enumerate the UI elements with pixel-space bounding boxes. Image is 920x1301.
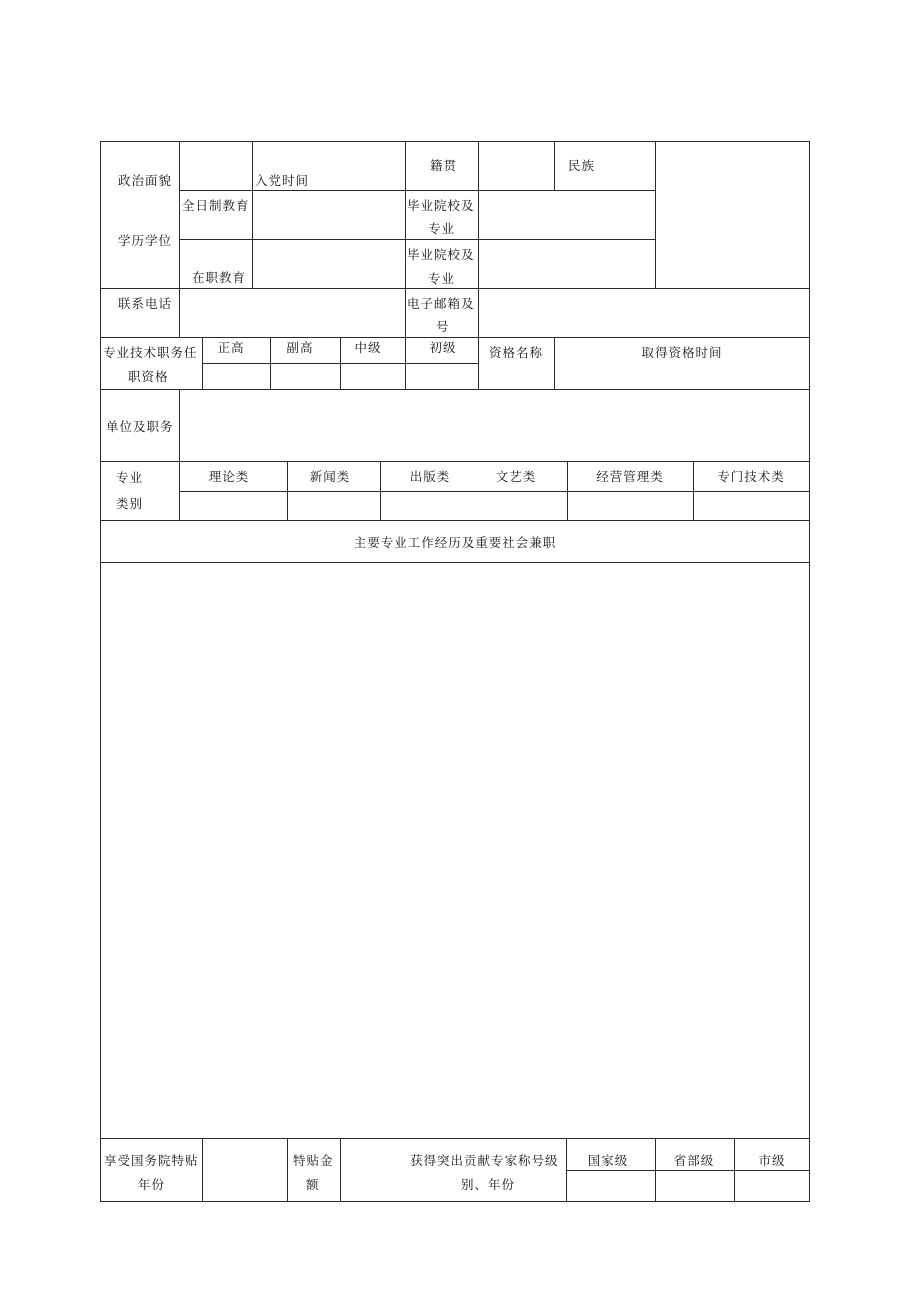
cat-news-field[interactable] — [288, 492, 380, 520]
phone-field[interactable] — [180, 289, 405, 337]
label-award-city: 市级 — [758, 1153, 786, 1168]
label-cat-publishing: 出版类 — [409, 469, 451, 484]
col-line — [478, 337, 479, 389]
award-city-field[interactable] — [735, 1171, 809, 1201]
level-junior-field[interactable] — [406, 364, 478, 389]
col-line — [554, 337, 555, 389]
col-line — [287, 1138, 288, 1201]
label-tech-title-line1: 专业技术职务任 — [103, 345, 198, 360]
label-native-place: 籍贯 — [430, 158, 458, 173]
label-allowance-line2: 额 — [306, 1177, 320, 1192]
label-level-intermediate: 中级 — [354, 340, 382, 355]
fulltime-degree-field[interactable] — [253, 191, 405, 239]
label-allowance-line1: 特贴金 — [293, 1153, 334, 1168]
row-line — [100, 520, 810, 521]
label-level-senior: 正高 — [217, 340, 245, 355]
label-email-line1: 电子邮箱及 — [407, 296, 475, 311]
label-qualification-date: 取得资格时间 — [641, 345, 723, 360]
political-status-field[interactable] — [180, 142, 252, 190]
label-category-line2: 类别 — [116, 496, 144, 511]
cat-management-field[interactable] — [568, 492, 693, 520]
border-bottom — [100, 1201, 810, 1202]
label-state-council-line1: 享受国务院特贴 — [104, 1153, 199, 1168]
native-place-field[interactable] — [479, 142, 554, 190]
party-join-date-field[interactable] — [253, 142, 405, 166]
level-senior-field[interactable] — [203, 364, 270, 389]
inservice-school-field[interactable] — [479, 240, 655, 288]
label-cat-technical: 专门技术类 — [717, 469, 785, 484]
allowance-amount-field[interactable] — [341, 1139, 401, 1201]
cat-publishing-arts-field[interactable] — [381, 492, 567, 520]
work-history-field[interactable] — [101, 563, 809, 1138]
cat-theory-field[interactable] — [180, 492, 287, 520]
label-level-junior: 初级 — [429, 340, 457, 355]
label-grad-school-line1: 毕业院校及 — [407, 198, 475, 213]
label-state-council-line2: 年份 — [138, 1177, 166, 1192]
label-education-degree: 学历学位 — [118, 233, 173, 248]
label-category-line1: 专业 — [116, 470, 144, 485]
label-grad-school-line1-b: 毕业院校及 — [407, 247, 475, 262]
col-line — [405, 141, 406, 337]
label-unit-position: 单位及职务 — [106, 419, 174, 434]
label-award-provincial: 省部级 — [673, 1153, 715, 1168]
inservice-degree-field[interactable] — [253, 240, 405, 288]
email-field[interactable] — [479, 289, 809, 337]
label-qualification-name: 资格名称 — [489, 345, 544, 360]
label-inservice-education: 在职教育 — [192, 270, 247, 285]
label-expert-title-line2: 别、年份 — [461, 1177, 516, 1192]
label-cat-news: 新闻类 — [309, 469, 351, 484]
level-vice-senior-field[interactable] — [271, 364, 340, 389]
label-party-join-date: 入党时间 — [255, 173, 310, 188]
level-intermediate-field[interactable] — [341, 364, 405, 389]
photo-field[interactable] — [656, 142, 809, 288]
row-line — [100, 461, 810, 462]
col-line — [554, 141, 555, 190]
fulltime-school-field[interactable] — [479, 191, 655, 239]
award-provincial-field[interactable] — [656, 1171, 734, 1201]
label-email-line2: 号 — [436, 319, 450, 334]
label-cat-management: 经营管理类 — [596, 469, 664, 484]
label-tech-title-line2: 职资格 — [128, 369, 169, 384]
label-phone: 联系电话 — [118, 296, 173, 311]
work-history-title: 主要专业工作经历及重要社会兼职 — [353, 535, 557, 550]
state-council-year-field[interactable] — [203, 1139, 287, 1201]
label-cat-arts: 文艺类 — [495, 469, 537, 484]
label-fulltime-education: 全日制教育 — [182, 198, 250, 213]
award-national-field[interactable] — [567, 1171, 655, 1201]
border-right — [809, 141, 810, 1202]
label-ethnicity: 民族 — [568, 158, 596, 173]
cat-technical-field[interactable] — [694, 492, 809, 520]
label-award-national: 国家级 — [587, 1153, 629, 1168]
label-cat-theory: 理论类 — [208, 469, 250, 484]
label-political-status: 政治面貌 — [118, 173, 173, 188]
unit-position-field[interactable] — [180, 390, 809, 461]
label-grad-school-line2-b: 专业 — [428, 271, 456, 286]
label-level-vice-senior: 副高 — [286, 340, 314, 355]
label-grad-school-line2: 专业 — [428, 221, 456, 236]
label-expert-title-line1: 获得突出贡献专家称号级 — [410, 1153, 559, 1168]
